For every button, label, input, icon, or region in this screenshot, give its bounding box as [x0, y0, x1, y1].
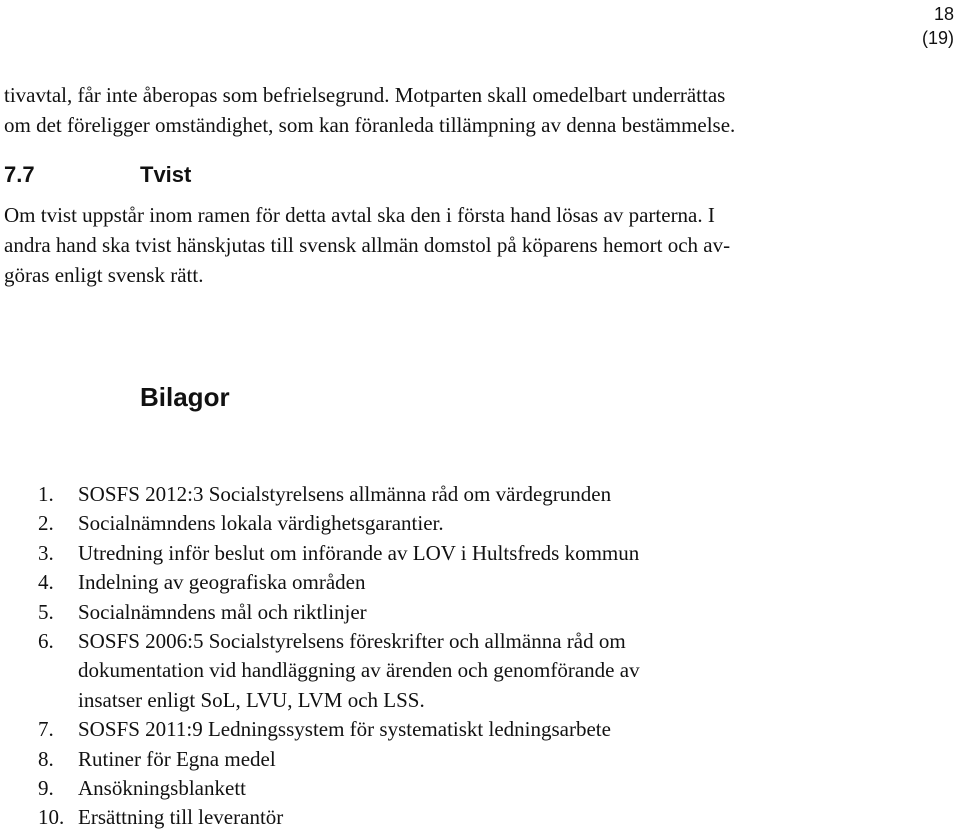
appendix-item: [38, 715, 640, 744]
appendix-item: [38, 774, 640, 803]
appendix-item-number: 3.: [38, 540, 54, 565]
paragraph-line: tivavtal, får inte åberopas som befrielsegrund. Motparten skall omedelbart underrättas: [4, 83, 726, 107]
appendix-item: [38, 745, 640, 774]
page-number: [922, 2, 954, 50]
paragraph-line: om det föreligger omständighet, som kan föranleda tillämpning av denna bestämmelse.: [4, 113, 736, 137]
appendix-item: [38, 627, 640, 715]
continued-paragraph: [4, 80, 735, 140]
appendix-item: [38, 539, 640, 568]
appendix-item-text: Rutiner för Egna medel: [78, 746, 276, 771]
section-paragraph: [4, 200, 730, 290]
appendix-item: [38, 568, 640, 597]
appendix-item-text: Indelning av geografiska områden: [78, 570, 366, 595]
paragraph-line: andra hand ska tvist hänskjutas till svensk allmän domstol på köparens hemort och av-: [4, 233, 731, 257]
appendix-list: [38, 480, 640, 833]
paragraph-line: Om tvist uppstår inom ramen för detta avtal ska den i första hand lösas av parterna. I: [4, 203, 715, 227]
appendix-item-number: 7.: [38, 717, 54, 742]
appendix-item: [38, 509, 640, 538]
appendix-item: [38, 598, 640, 627]
appendix-item-text: SOSFS 2006:5 Socialstyrelsens föreskrifter och allmänna råd om: [78, 629, 626, 654]
appendix-item-text: SOSFS 2011:9 Ledningssystem för systematiskt ledningsarbete: [78, 717, 611, 742]
appendix-item-text: Socialnämndens lokala värdighetsgarantier.: [78, 511, 444, 536]
appendix-item-number: 10.: [38, 805, 65, 830]
appendix-item-text: SOSFS 2012:3 Socialstyrelsens allmänna råd om värdegrunden: [78, 482, 612, 506]
page-number-total: (19): [921, 28, 954, 48]
appendix-item: [38, 803, 640, 832]
paragraph-line: göras enligt svensk rätt.: [4, 263, 204, 287]
appendix-item: [38, 480, 640, 509]
appendix-item-number: 8.: [38, 746, 54, 771]
section-title: Tvist: [140, 162, 192, 187]
appendix-item-number: 4.: [38, 570, 54, 595]
appendix-item-number: 1.: [38, 482, 54, 506]
page-number-current: 18: [933, 4, 954, 24]
appendix-item-text: insatser enligt SoL, LVU, LVM och LSS.: [78, 687, 425, 712]
appendix-item-number: 6.: [38, 629, 54, 654]
appendix-item-text: dokumentation vid handläggning av ärenden och genomförande av: [78, 658, 640, 683]
appendix-item-number: 2.: [38, 511, 54, 536]
appendix-item-number: 5.: [38, 599, 54, 624]
appendix-item-text: Utredning inför beslut om införande av LOV i Hultsfreds kommun: [78, 540, 640, 565]
appendix-item-text: Socialnämndens mål och riktlinjer: [78, 599, 367, 624]
appendix-item-text: Ansökningsblankett: [78, 776, 246, 801]
section-heading: [4, 160, 191, 190]
section-number: 7.7: [4, 162, 35, 187]
appendix-item-text: Ersättning till leverantör: [78, 805, 284, 830]
appendices-heading: Bilagor: [140, 382, 230, 412]
appendix-item-number: 9.: [38, 776, 54, 801]
